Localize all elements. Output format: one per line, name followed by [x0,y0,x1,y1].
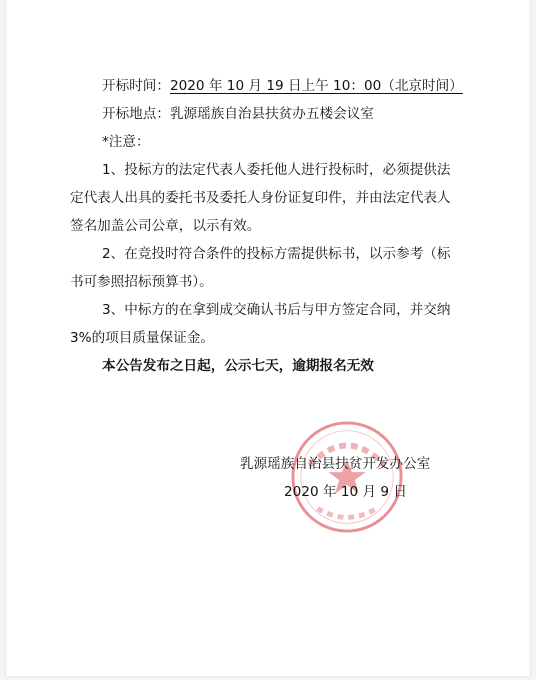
announcement-text: 本公告发布之日起，公示七天，逾期报名无效 [102,358,374,374]
time-value: 2020 年 10 月 19 日上午 10：00（北京时间） [169,78,463,94]
note-title: *注意： [102,134,150,150]
item3-line2: 3%的项目质量保证金。 [70,330,214,346]
item1-line1: 1、投标方的法定代表人委托他人进行投标时，必须提供法 [102,162,451,178]
item1-line2: 定代表人出具的委托书及委托人身份证复印件，并由法定代表人 [70,190,451,206]
item3-line1: 3、中标方的在拿到成交确认书后与甲方签定合同，并交纳 [102,302,451,318]
item1-line3: 签名加盖公司公章，以示有效。 [70,218,261,234]
bid-opening-place: 开标地点：乳源瑶族自治县扶贫办五楼会议室 [102,106,374,122]
bid-opening-time [102,76,463,96]
item2-line2: 书可参照招标预算书）。 [70,274,213,290]
signature-date: 2020 年 10 月 9 日 [284,484,407,500]
time-label: 开标时间： [102,78,170,94]
signature-organization: 乳源瑶族自治县扶贫开发办公室 [240,456,431,472]
document-page [6,0,530,676]
official-seal-icon [288,418,406,536]
item2-line1: 2、在竞投时符合条件的投标方需提供标书，以示参考（标 [102,246,451,262]
